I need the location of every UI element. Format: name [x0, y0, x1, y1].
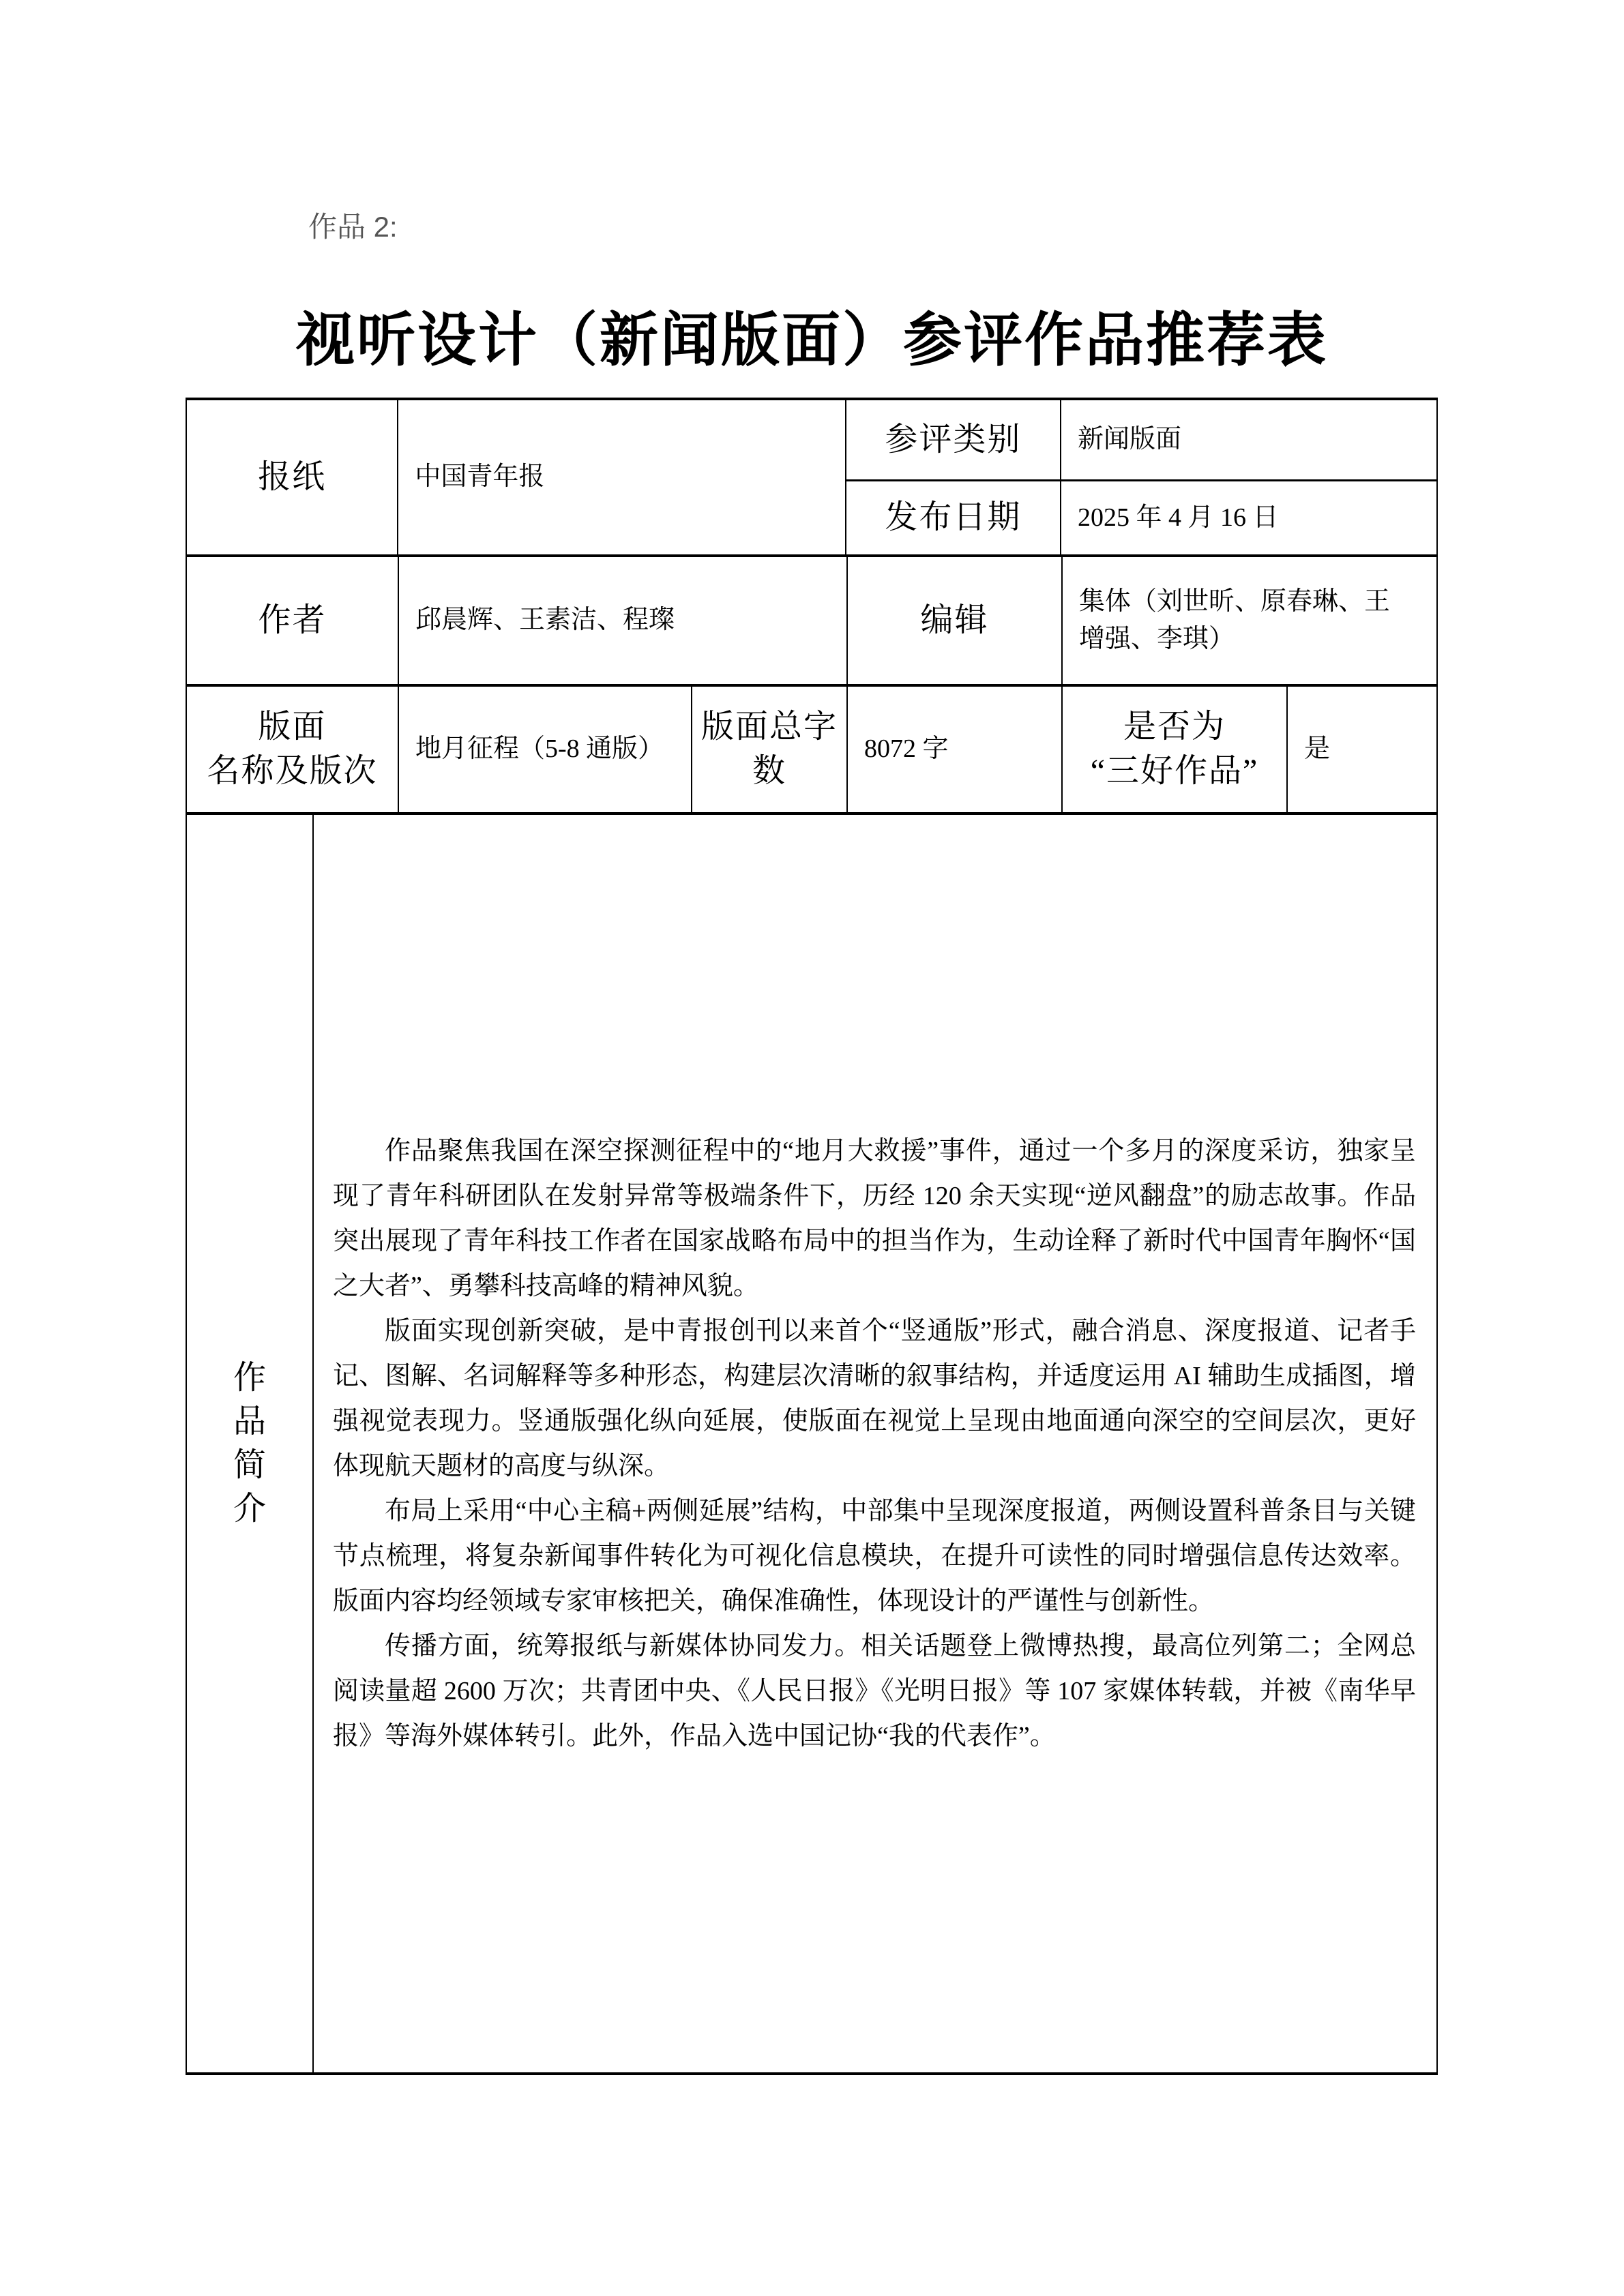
table-row-author [187, 557, 1436, 687]
layout-name-label-line2: 名称及版次 [207, 753, 378, 789]
summary-label-char: 品 [233, 1403, 266, 1440]
subrow-entry-category [846, 400, 1436, 481]
newspaper-value: 中国青年报 [398, 400, 846, 554]
entry-category-value: 新闻版面 [1077, 425, 1181, 454]
three-good-label [1063, 687, 1288, 812]
entry-category-label: 参评类别 [846, 400, 1061, 479]
category-date-stack [846, 400, 1436, 554]
three-good-label-line2: “三好作品” [1090, 753, 1259, 789]
author-value: 邱晨辉、王素洁、程璨 [399, 557, 848, 684]
summary-label-char: 简 [233, 1447, 266, 1483]
table-row-summary [187, 815, 1436, 2072]
layout-name-label [187, 687, 399, 812]
summary-paragraph: 作品聚焦我国在深空探测征程中的“地月大救援”事件，通过一个多月的深度采访，独家呈现了青年科研团队在发射异常等极端条件下，历经 120 余天实现“逆风翻盘”的励志故事。作品突出展现了青年科技工作者在国家战略布局中的担当作为，生动诠释了新时代中国青年胸怀“国之大者”、勇攀科技高峰的精神风貌。 [333, 1137, 1416, 1300]
layout-name-value: 地月征程（5-8 通版） [399, 687, 692, 812]
work-number-label: 作品 2: [308, 211, 398, 243]
word-count-label-line1: 版面总字 [700, 709, 838, 745]
summary-label-char: 介 [233, 1491, 266, 1527]
summary-paragraph: 布局上采用“中心主稿+两侧延展”结构，中部集中呈现深度报道，两侧设置科普条目与关键节点梳理，将复杂新闻事件转化为可视化信息模块，在提升可读性的同时增强信息传达效率。版面内容均经领域专家审核把关，确保准确性，体现设计的严谨性与创新性。 [333, 1497, 1416, 1615]
summary-label-char: 作 [233, 1360, 266, 1396]
three-good-label-line1: 是否为 [1123, 709, 1226, 745]
summary-paragraph: 传播方面，统筹报纸与新媒体协同发力。相关话题登上微博热搜，最高位列第二；全网总阅读量超 2600 万次；共青团中央、《人民日报》《光明日报》等 107 家媒体转载，并被《南华早报》等海外媒体转引。此外，作品入选中国记协“我的代表作”。 [333, 1632, 1416, 1750]
summary-paragraph: 版面实现创新突破，是中青报创刊以来首个“竖通版”形式，融合消息、深度报道、记者手记、图解、名词解释等多种形态，构建层次清晰的叙事结构，并适度运用 AI 辅助生成插图，增强视觉表现力。竖通版强化纵向延展，使版面在视觉上呈现由地面通向深空的空间层次，更好体现航天题材的高度与纵深。 [333, 1317, 1416, 1480]
table-row-newspaper [187, 400, 1436, 557]
word-count-value: 8072 字 [848, 687, 1063, 812]
editor-value: 集体（刘世昕、原春琳、王增强、李琪） [1079, 586, 1391, 653]
word-count-label-line2: 数 [752, 753, 786, 789]
layout-name-label-line1: 版面 [258, 709, 327, 745]
table-row-layout-info [187, 687, 1436, 815]
author-label: 作者 [187, 557, 399, 684]
summary-label [187, 815, 314, 2072]
publish-date-label: 发布日期 [846, 481, 1061, 554]
form-title: 视听设计（新闻版面）参评作品推荐表 [296, 308, 1328, 373]
publish-date-value: 2025 年 4 月 16 日 [1077, 503, 1279, 532]
three-good-value: 是 [1304, 734, 1331, 764]
recommendation-table [186, 398, 1438, 2075]
subrow-publish-date [846, 481, 1436, 554]
word-count-label [692, 687, 848, 812]
summary-text [314, 815, 1436, 2072]
editor-label: 编辑 [848, 557, 1063, 684]
newspaper-label: 报纸 [187, 400, 398, 554]
